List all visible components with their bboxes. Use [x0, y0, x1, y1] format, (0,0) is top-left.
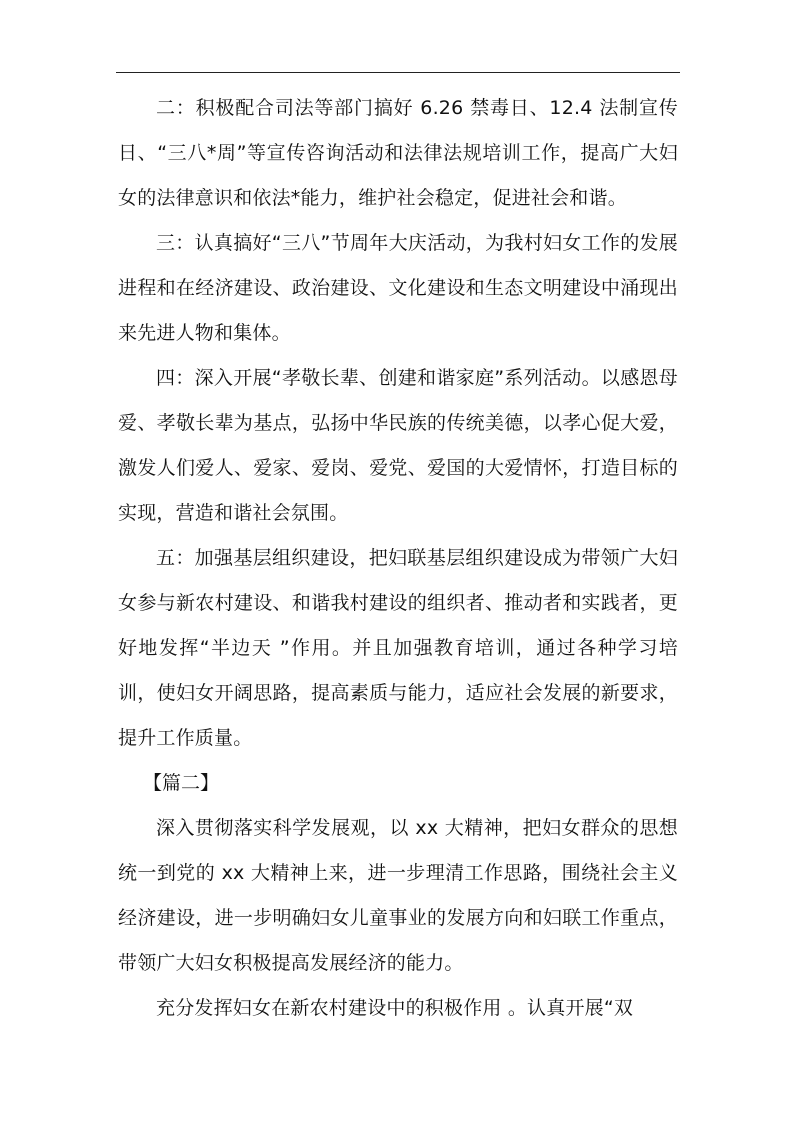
paragraph-item-2: 二：积极配合司法等部门搞好 6.26 禁毒日、12.4 法制宣传日、“三八*周”等宣传咨询活动和法律法规培训工作，提高广大妇女的法律意识和依法*能力，维护社会稳定，促进社会和谐。 — [118, 97, 678, 209]
paragraph-item-5: 五：加强基层组织建设，把妇联基层组织建设成为带领广大妇女参与新农村建设、和谐我村建设的组织者、推动者和实践者，更好地发挥“半边天 ”作用。并且加强教育培训，通过各种学习培训，使妇女开阔思路，提高素质与能力，适应社会发展的新要求，提升工作质量。 — [118, 547, 678, 749]
section-heading-part-two: 【篇二】 — [143, 772, 220, 794]
document-body — [118, 86, 678, 1031]
paragraph-item-3: 三：认真搞好“三八”节周年大庆活动，为我村妇女工作的发展进程和在经济建设、政治建设、文化建设和生态文明建设中涌现出来先进人物和集体。 — [118, 232, 678, 344]
header-rule — [116, 72, 680, 73]
paragraph-item-4: 四：深入开展“孝敬长辈、创建和谐家庭”系列活动。以感恩母爱、孝敬长辈为基点，弘扬中华民族的传统美德，以孝心促大爱，激发人们爱人、爱家、爱岗、爱党、爱国的大爱情怀，打造目标的实现，营造和谐社会氛围。 — [118, 367, 678, 524]
paragraph-part-two-intro: 深入贯彻落实科学发展观，以 xx 大精神，把妇女群众的思想统一到党的 xx 大精神上来，进一步理清工作思路，围绕社会主义经济建设，进一步明确妇女儿童事业的发展方向和妇联工作重点，带领广大妇女积极提高发展经济的能力。 — [118, 817, 678, 974]
paragraph-part-two-role: 充分发挥妇女在新农村建设中的积极作用 。认真开展“双 — [156, 997, 634, 1019]
